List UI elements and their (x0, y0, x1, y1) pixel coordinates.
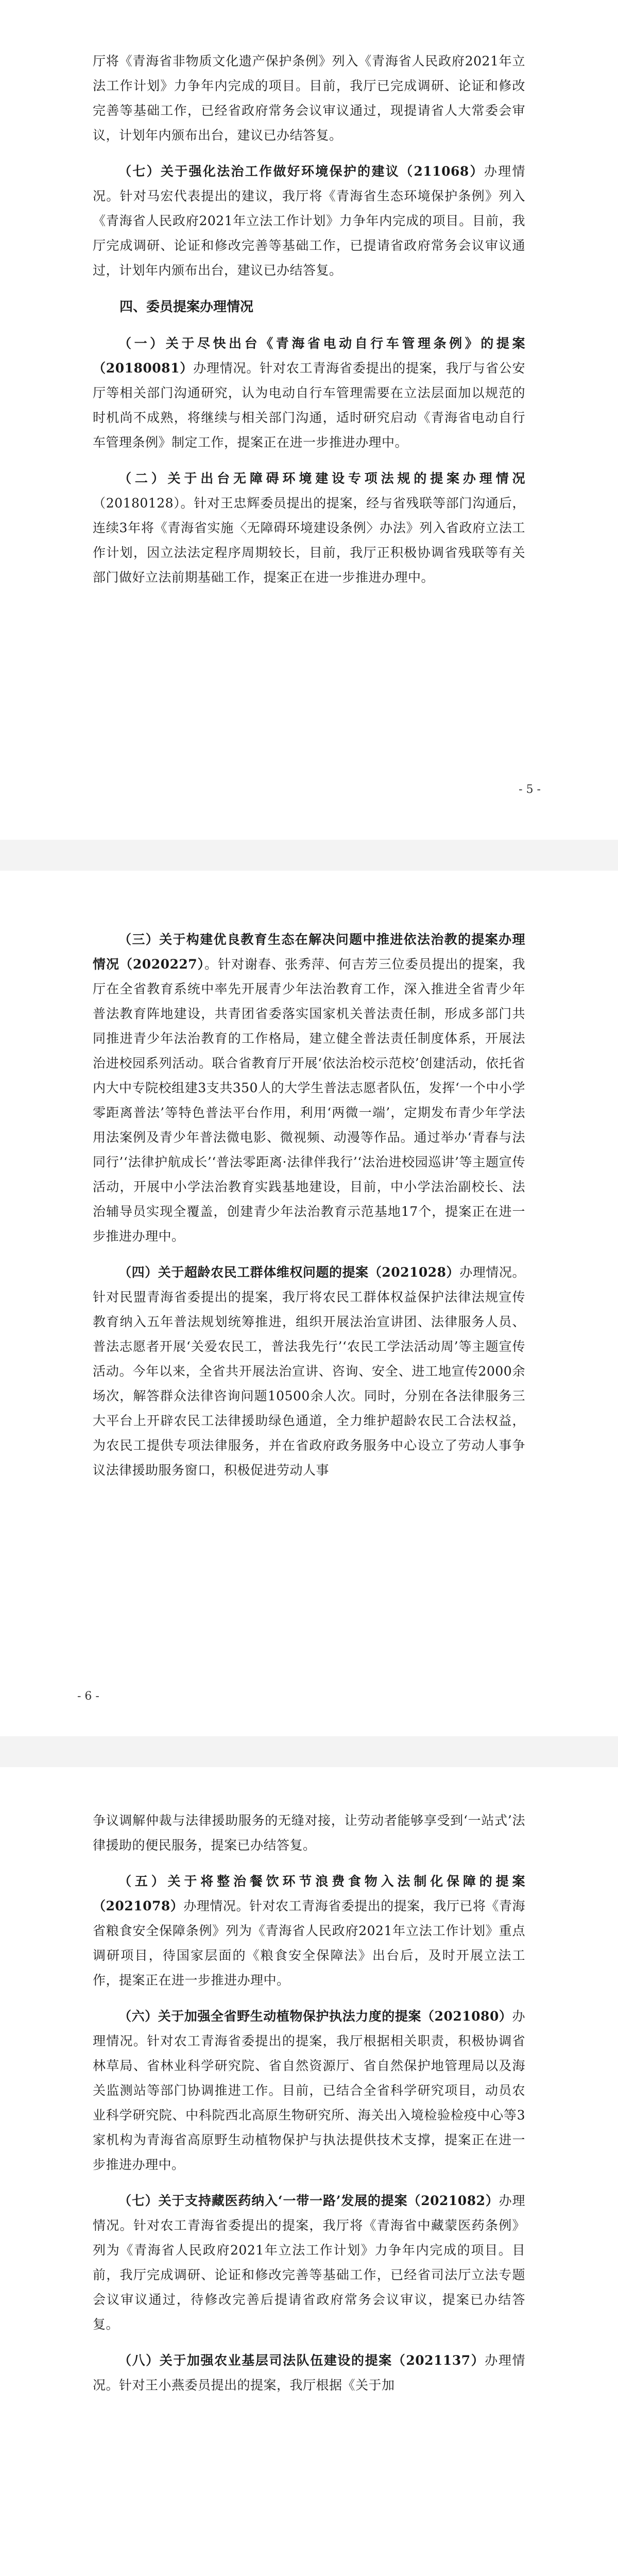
item-body: 。针对谢春、张秀萍、何吉芳三位委员提出的提案，我厅在全省教育系统中率先开展青少年法治教育工作，深入推进全省青少年普法教育阵地建设，共青团省委落实国家机关普法责任制，形成多部门共同推进青少年法治教育的工作格局，建立健全普法责任制度体系，开展法治进校园系列活动。联合省教育厅开展‘依法治校示范校’创建活动，依托省内大中专院校组建3支共350人的大学生普法志愿者队伍，发挥‘一个中小学零距离普法’等特色普法平台作用，利用‘两微一端’，定期发布青少年学法用法案例及青少年普法微电影、微视频、动漫等作品。通过举办‘青春与法同行’‘法律护航成长’‘普法零距离·法律伴我行’‘法治进校园巡讲’等主题宣传活动，开展中小学法治教育实践基地建设，目前，中小学法治副校长、法治辅导员实现全覆盖，创建青少年法治教育示范基地17个，提案正在进一步推进办理中。 (93, 957, 526, 1244)
item-body: 办理情况。针对农工青海省委提出的提案，我厅根据相关职责，积极协调省林草局、省林业科学研究院、省自然资源厅、省自然保护地管理局以及海关监测站等部门协调推进工作。目前，已结合全省科学研究项目，动员农业科学研究院、中科院西北高原生物研究所、海关出入境检验检疫中心等3家机构为青海省高原野生动植物保护与执法提供技术支撑，提案正在进一步推进办理中。 (93, 2009, 525, 2172)
document-page-5 (0, 0, 618, 824)
section-heading: 四、委员提案办理情况 (119, 299, 254, 315)
page-content (93, 927, 525, 1494)
paragraph: 厅将《青海省非物质文化遗产保护条例》列入《青海省人民政府2021年立法工作计划》力争年内完成的项目。目前，我厅已完成调研、论证和修改完善等基础工作，已经省政府常务会议审议通过，现提请省人大常委会审议，计划年内颁布出台，建议已办结答复。 (93, 54, 525, 143)
item-title: （三）关于构建优良教育生态在解决问题中推进依法治教的提案办理情况（2020227） (93, 932, 525, 972)
paragraph (93, 159, 525, 283)
paragraph (93, 927, 525, 1249)
document-page-7 (0, 1777, 618, 2576)
page-number: - 5 - (519, 783, 541, 796)
page-content (93, 49, 525, 601)
page-separator (0, 840, 618, 871)
item-body: 办理情况。针对马宏代表提出的建议，我厅将《青海省生态环境保护条例》列入《青海省人民政府2021年立法工作计划》力争年内完成的项目。目前，我厅完成调研、论证和修改完善等基础工作，已提请省政府常务会议审议通过，计划年内颁布出台，建议已办结答复。 (93, 164, 525, 278)
paragraph: 争议调解仲裁与法律援助服务的无缝对接，让劳动者能够享受到‘一站式’法律援助的便民服务，提案已办结答复。 (93, 1813, 525, 1853)
item-title: （五）关于将整治餐饮环节浪费食物入法制化保障的提案（2021078） (93, 1874, 525, 1913)
item-title: （四）关于超龄农民工群体维权问题的提案（2021028） (118, 1265, 460, 1280)
paragraph (93, 2189, 525, 2337)
item-body: 办理情况。针对民盟青海省委提出的提案，我厅将农民工群体权益保护法律法规宣传教育纳入五年普法规划统筹推进，组织开展法治宣讲团、法律服务人员、普法志愿者开展‘关爱农民工，普法我先行’‘农民工学法活动周’等主题宣传活动。今年以来，全省共开展法治宣讲、咨询、安全、进工地宣传2000余场次，解答群众法律咨询问题10500余人次。同时，分别在各法律服务三大平台上开辟农民工法律援助绿色通道，全力维护超龄农民工合法权益，为农民工提供专项法律服务，并在省政府政务服务中心设立了劳动人事争议法律援助服务窗口，积极促进劳动人事 (93, 1265, 525, 1478)
item-body: 办理情况。针对农工青海省委提出的提案，我厅将《青海省中藏蒙医药条例》列为《青海省人民政府2021年立法工作计划》力争年内完成的项目。目前，我厅完成调研、论证和修改完善等基础工作，已经省司法厅立法专题会议审议通过，待修改完善后提请省政府常务会议审议，提案已办结答复。 (93, 2193, 525, 2332)
item-body: 办理情况。针对农工青海省委提出的提案，我厅已将《青海省粮食安全保障条例》列为《青海省人民政府2021年立法工作计划》重点调研项目，待国家层面的《粮食安全保障法》出台后，及时开展立法工作，提案正在进一步推进办理中。 (93, 1899, 525, 1988)
page-content (93, 1808, 525, 2409)
item-title: （八）关于加强农业基层司法队伍建设的提案（2021137） (118, 2353, 485, 2368)
document-page-6 (0, 886, 618, 1726)
paragraph (93, 2348, 525, 2398)
item-body: 办理情况。针对王小燕委员提出的提案，我厅根据《关于加 (93, 2353, 525, 2393)
page-separator (0, 1736, 618, 1767)
paragraph (93, 1869, 525, 1993)
item-title: （七）关于强化法治工作做好环境保护的建议（211068） (118, 164, 484, 179)
item-title: （一）关于尽快出台《青海省电动自行车管理条例》的提案（20180081） (93, 336, 525, 376)
item-title: （七）关于支持藏医药纳入‘一带一路’发展的提案（2021082） (118, 2193, 499, 2208)
item-body: （20180128）。针对王忠辉委员提出的提案，经与省残联等部门沟通后，连续3年将《青海省实施〈无障碍环境建设条例〉办法》列入省政府立法工作计划，因立法法定程序周期较长，目前，我厅正积极协调省残联等有关部门做好立法前期基础工作，提案正在进一步推进办理中。 (93, 496, 525, 585)
paragraph (93, 466, 525, 590)
item-title: （六）关于加强全省野生动植物保护执法力度的提案（2021080） (118, 2009, 512, 2024)
page-number: - 6 - (77, 1690, 99, 1703)
paragraph (93, 331, 525, 455)
paragraph (93, 1260, 525, 1483)
item-body: 办理情况。针对农工青海省委提出的提案，我厅与省公安厅等相关部门沟通研究，认为电动自行车管理需要在立法层面加以规范的时机尚不成熟，将继续与相关部门沟通，适时研究启动《青海省电动自行车管理条例》制定工作，提案正在进一步推进办理中。 (93, 361, 525, 450)
item-title: （二）关于出台无障碍环境建设专项法规的提案办理情况 (118, 471, 525, 486)
paragraph (93, 2004, 525, 2177)
